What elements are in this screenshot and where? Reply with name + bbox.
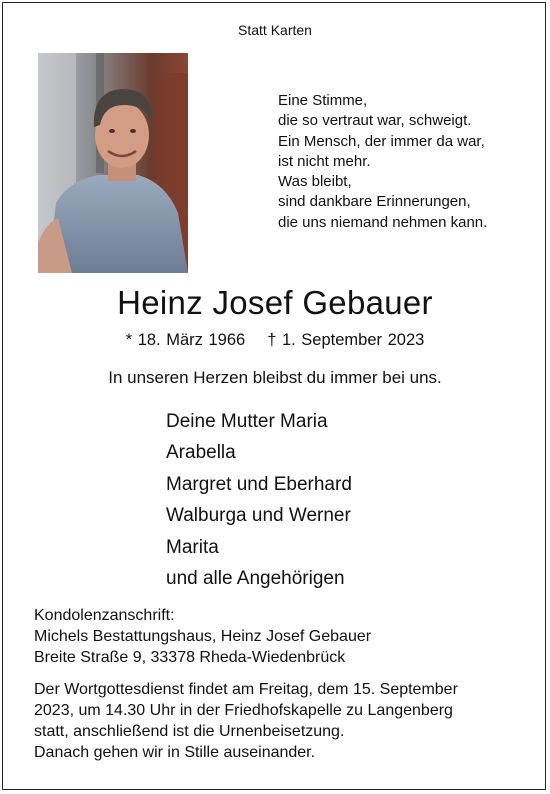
poem-line: Was bleibt,: [278, 173, 352, 191]
poem-line: Eine Stimme,: [278, 92, 368, 109]
poem: [278, 91, 487, 233]
condolence-address: [34, 605, 371, 668]
mourner-name: Margret und Eberhard: [166, 473, 352, 495]
poem-line: ist nicht mehr.: [278, 152, 371, 170]
address-line: Breite Straße 9, 33378 Rheda-Wiedenbrück: [34, 649, 346, 666]
mourner-name: und alle Angehörigen: [166, 568, 345, 590]
address-label: Kondolenzanschrift:: [34, 607, 175, 624]
motto: In unseren Herzen bleibst du immer bei uns.: [108, 368, 442, 387]
service-line: Der Wortgottesdienst findet am Freitag, dem 15. September: [34, 681, 458, 698]
deceased-name: Heinz Josef Gebauer: [117, 284, 433, 321]
mourner-name: Walburga und Werner: [166, 505, 351, 527]
life-dates: [0, 331, 550, 350]
poem-line: die so vertraut war, schweigt.: [278, 112, 472, 130]
mourners-list: [166, 406, 352, 594]
mourner-name: Marita: [166, 536, 219, 558]
poem-line: Ein Mensch, der immer da war,: [278, 132, 485, 150]
portrait-photo: [38, 53, 188, 273]
death-date: † 1. September 2023: [267, 331, 425, 349]
birth-date: * 18. März 1966: [125, 331, 246, 349]
mourner-name: Deine Mutter Maria: [166, 411, 328, 432]
address-line: Michels Bestattungshaus, Heinz Josef Gebauer: [34, 628, 372, 645]
service-info: [34, 679, 458, 763]
poem-line: die uns niemand nehmen kann.: [278, 213, 488, 231]
mourner-name: Arabella: [166, 442, 236, 464]
portrait-image: [38, 53, 188, 273]
service-line: statt, anschließend ist die Urnenbeisetzung.: [34, 723, 345, 740]
service-line: Danach gehen wir in Stille auseinander.: [34, 744, 316, 761]
poem-line: sind dankbare Erinnerungen,: [278, 193, 471, 211]
header-statt-karten: Statt Karten: [238, 22, 312, 38]
service-line: 2023, um 14.30 Uhr in der Friedhofskapelle zu Langenberg: [34, 702, 453, 719]
